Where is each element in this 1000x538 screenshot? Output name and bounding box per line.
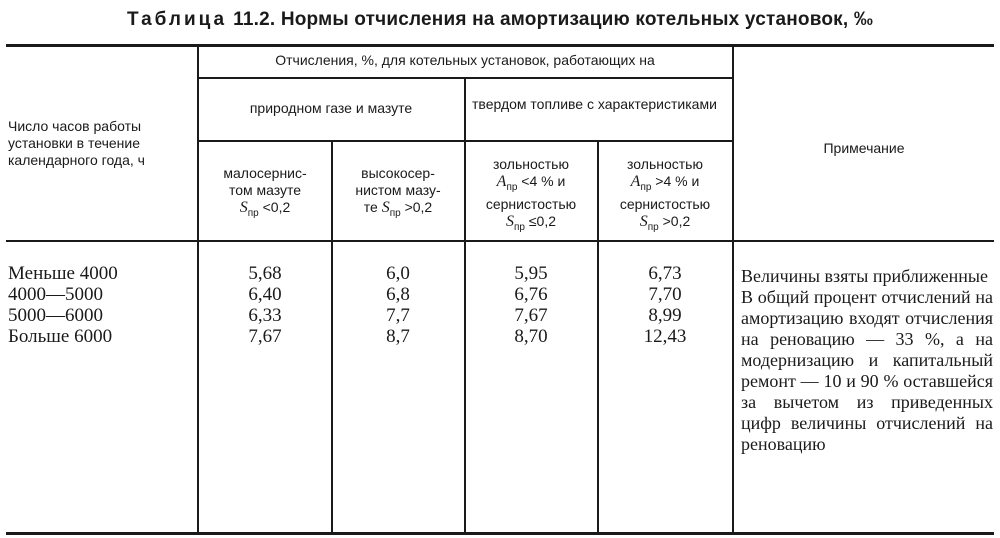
- value-cell: 7,70: [648, 284, 682, 305]
- value-cell: 5,68: [248, 263, 282, 284]
- col-low-ash-line1: зольностью: [493, 156, 569, 172]
- row-hours-3: 5000—6000: [8, 305, 103, 326]
- col-high-sulfur-symbol: S: [381, 199, 390, 216]
- col-low-sulfur-values: [199, 263, 331, 347]
- col-high-sulfur-subscript: пр: [389, 208, 401, 219]
- col-high-ash-subscript-a: пр: [640, 182, 652, 193]
- col-high-ash-line4: [598, 213, 732, 236]
- col-high-ash-line3: сернистостью: [619, 196, 711, 212]
- col-low-ash-line2: [465, 173, 597, 196]
- header-note: Примечание: [823, 140, 905, 156]
- col-low-ash-symbol-a: A: [496, 173, 507, 190]
- note-paragraph-1: Величины взяты приближенные: [741, 266, 988, 286]
- header-col-low-sulfur: [199, 165, 331, 222]
- value-cell: 8,70: [514, 326, 548, 347]
- top-rule: [6, 44, 994, 47]
- note-paragraph-2: В общий процент отчислений на амортизацию входят отчисления на реновацию — 33 %, а на модернизацию и капитальный ремонт — 10 и 90 % оставшейся за вычетом из приведенных цифр величины отчислений на реновацию: [741, 287, 993, 454]
- col-low-sulfur-symbol: S: [239, 199, 248, 216]
- header-col-low-ash: [465, 156, 597, 236]
- col-high-ash-symbol-s: S: [639, 213, 648, 230]
- value-cell: 6,76: [514, 284, 548, 305]
- col-low-sulfur-condition: <0,2: [258, 199, 291, 215]
- row-hours-4: Больше 6000: [8, 326, 113, 347]
- value-cell: 6,33: [248, 305, 282, 326]
- col-high-sulfur-line2: нистом мазу-: [355, 182, 441, 198]
- value-cell: 7,7: [386, 305, 410, 326]
- col-high-sulfur-values: [332, 263, 464, 347]
- header-bottom-rule: [6, 240, 994, 242]
- bottom-rule: [6, 532, 994, 535]
- header-col-high-sulfur: [332, 165, 464, 222]
- header-solid-fuel: твердом топливе с характеристиками: [472, 96, 717, 112]
- col-low-sulfur-line3: [199, 199, 331, 222]
- col-high-sulfur-line1: высокосер-: [361, 165, 435, 181]
- col-low-ash-condition-a: <4 % и: [517, 173, 566, 189]
- value-cell: 6,73: [648, 263, 682, 284]
- col-low-sulfur-line1: малосернис-: [223, 165, 307, 181]
- col-high-sulfur-prefix: те: [363, 199, 382, 215]
- col-high-ash-subscript-s: пр: [647, 222, 659, 233]
- header-hours: Число часов работы установки в течение календарного года, ч: [8, 118, 145, 168]
- col-low-ash-symbol-s: S: [505, 213, 514, 230]
- col-high-ash-values: [598, 263, 732, 347]
- col-low-ash-subscript-s: пр: [513, 222, 525, 233]
- col-low-ash-subscript-a: пр: [506, 182, 518, 193]
- col-high-ash-condition-s: >0,2: [658, 213, 691, 229]
- value-cell: 12,43: [643, 326, 687, 347]
- col-high-ash-line1: зольностью: [627, 156, 703, 172]
- col-high-ash-line2: [598, 173, 732, 196]
- header-deductions: Отчисления, %, для котельных установок, работающих на: [275, 52, 655, 68]
- vline-5: [732, 45, 734, 533]
- value-cell: 7,67: [248, 326, 282, 347]
- row-hours-2: 4000—5000: [8, 284, 103, 305]
- table-title-text: 11.2. Нормы отчисления на амортизацию котельных установок, ‰: [233, 9, 874, 30]
- value-cell: 6,0: [386, 263, 410, 284]
- value-cell: 6,8: [386, 284, 410, 305]
- value-cell: 6,40: [248, 284, 282, 305]
- col-low-ash-condition-s: ≤0,2: [524, 213, 557, 229]
- note-text: [741, 266, 993, 455]
- value-cell: 8,7: [386, 326, 410, 347]
- col-low-ash-values: [465, 263, 597, 347]
- col-high-ash-condition-a: >4 % и: [651, 173, 700, 189]
- col-high-sulfur-condition: >0,2: [400, 199, 433, 215]
- col-low-sulfur-subscript: пр: [247, 208, 259, 219]
- col-low-sulfur-line2: том мазуте: [228, 182, 302, 198]
- header-gas-fuel-oil: природном газе и мазуте: [249, 100, 413, 116]
- col-low-ash-line3: сернистостью: [485, 196, 577, 212]
- header-col-high-ash: [598, 156, 732, 236]
- table-title: [0, 9, 1000, 31]
- value-cell: 7,67: [514, 305, 548, 326]
- row-labels: [8, 263, 118, 347]
- value-cell: 5,95: [514, 263, 548, 284]
- table-title-lead: Таблица: [126, 9, 228, 30]
- col-low-ash-line4: [465, 213, 597, 236]
- col-high-ash-symbol-a: A: [630, 173, 641, 190]
- value-cell: 8,99: [648, 305, 682, 326]
- col-high-sulfur-line3: [332, 199, 464, 222]
- row-hours-1: Меньше 4000: [8, 263, 118, 284]
